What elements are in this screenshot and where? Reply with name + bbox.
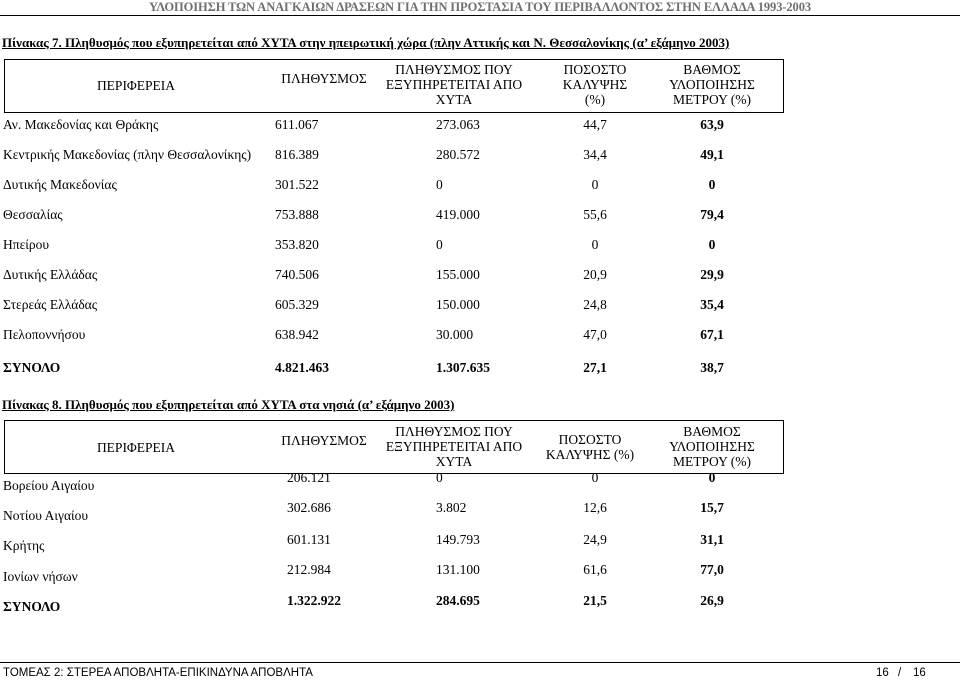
footer-section: ΤΟΜΕΑΣ 2: ΣΤΕΡΕΑ ΑΠΟΒΛΗΤΑ-ΕΠΙΚΙΝΔΥΝΑ ΑΠΟΒΛΗΤΑ (3, 667, 313, 679)
table-cell: 24,9 (583, 532, 607, 547)
table8-header-2-line-1: ΕΞΥΠΗΡΕΤΕΙΤΑΙ ΑΠΟ (385, 439, 523, 454)
table-cell: 1.322.922 (287, 593, 341, 608)
table7-header-4 (632, 62, 792, 107)
table-row-label: Βορείου Αιγαίου (3, 478, 95, 493)
table-row-label: Ιονίων νήσων (3, 569, 78, 584)
footer-page-number: 16 (876, 667, 889, 679)
table-row-label: Κεντρικής Μακεδονίας (πλην Θεσσαλονίκης) (3, 147, 252, 162)
table-cell: 605.329 (275, 297, 319, 312)
table8-header-1-line-0: ΠΛΗΘΥΣΜΟΣ (281, 433, 367, 448)
table-cell: 31,1 (700, 532, 724, 547)
table-cell: 12,6 (583, 500, 607, 515)
table7-header-4-line-2: ΜΕΤΡΟΥ (%) (673, 92, 751, 107)
table-cell: 353.820 (275, 237, 319, 252)
table-cell: 27,1 (583, 360, 607, 375)
table7-caption: Πίνακας 7. Πληθυσμός που εξυπηρετείται από ΧΥΤΑ στην ηπειρωτική χώρα (πλην Αττικής και Ν. Θεσσαλονίκης (α’ εξάμηνο 2003) (2, 35, 730, 50)
table-cell: 611.067 (275, 117, 319, 132)
table7-header-3-line-2: (%) (584, 92, 606, 107)
table-cell: 1.307.635 (436, 360, 490, 375)
table-cell: 273.063 (436, 117, 480, 132)
table8-header-3-line-0: ΠΟΣΟΣΤΟ (558, 432, 622, 447)
table8-header-3-line-1: ΚΑΛΥΨΗΣ (%) (545, 447, 635, 462)
table7-header-2-line-0: ΠΛΗΘΥΣΜΟΣ ΠΟΥ (395, 62, 513, 77)
table7-header-4-line-1: ΥΛΟΠΟΙΗΣΗΣ (669, 77, 755, 92)
table-row-label: Στερεάς Ελλάδας (3, 297, 98, 312)
table-cell: 419.000 (436, 207, 480, 222)
table-row-label: Δυτικής Ελλάδας (3, 267, 98, 282)
table-cell: 77,0 (700, 562, 724, 577)
table7-header-2-line-1: ΕΞΥΠΗΡΕΤΕΙΤΑΙ ΑΠΟ (385, 77, 523, 92)
table-cell: 15,7 (700, 500, 724, 515)
table-cell: 4.821.463 (275, 360, 329, 375)
table-row-label: Νοτίου Αιγαίου (3, 508, 89, 523)
table-cell: 0 (708, 237, 716, 252)
table-cell: 3.802 (436, 500, 467, 515)
table-cell: 638.942 (275, 327, 319, 342)
table-cell: 21,5 (583, 593, 607, 608)
table-cell: 79,4 (700, 207, 724, 222)
table-cell: 0 (591, 237, 599, 252)
table-cell: 49,1 (700, 147, 724, 162)
table-cell: 34,4 (583, 147, 607, 162)
table7-header-3-line-0: ΠΟΣΟΣΤΟ (563, 62, 627, 77)
table-row-label: ΣΥΝΟΛΟ (3, 360, 61, 375)
table-cell: 302.686 (287, 500, 331, 515)
footer-divider (0, 662, 960, 663)
table-cell: 30.000 (436, 327, 474, 342)
table-cell: 20,9 (583, 267, 607, 282)
table-cell: 816.389 (275, 147, 319, 162)
table-cell: 47,0 (583, 327, 607, 342)
table-cell: 0 (708, 470, 716, 485)
table8-caption: Πίνακας 8. Πληθυσμός που εξυπηρετείται από ΧΥΤΑ στα νησιά (α’ εξάμηνο 2003) (2, 397, 455, 412)
table7-header-4-line-0: ΒΑΘΜΟΣ (683, 62, 741, 77)
table8-header-0-line-0: ΠΕΡΙΦΕΡΕΙΑ (96, 440, 176, 455)
table-row-label: Θεσσαλίας (3, 207, 63, 222)
header-divider (0, 15, 960, 16)
table-cell: 61,6 (583, 562, 607, 577)
table-cell: 150.000 (436, 297, 480, 312)
table-cell: 24,8 (583, 297, 607, 312)
table8-header-0 (56, 440, 216, 455)
footer-page-total: 16 (913, 667, 926, 679)
table7-header-2-line-2: ΧΥΤΑ (435, 92, 473, 107)
table7-header-0 (56, 78, 216, 93)
table-cell: 44,7 (583, 117, 607, 132)
table-cell: 55,6 (583, 207, 607, 222)
table8-header-2-line-0: ΠΛΗΘΥΣΜΟΣ ΠΟΥ (395, 424, 513, 439)
table-cell: 280.572 (436, 147, 480, 162)
table-cell: 212.984 (287, 562, 331, 577)
table-cell: 206.121 (287, 470, 331, 485)
table-row-label: Πελοποννήσου (3, 327, 86, 342)
table-cell: 0 (436, 470, 443, 485)
table-cell: 29,9 (700, 267, 724, 282)
table-row-label: Ηπείρου (3, 237, 50, 252)
table-cell: 0 (708, 177, 716, 192)
document-header-title: ΥΛΟΠΟΙΗΣΗ ΤΩΝ ΑΝΑΓΚΑΙΩΝ ΔΡΑΣΕΩΝ ΓΙΑ ΤΗΝ ΠΡΟΣΤΑΣΙΑ ΤΟΥ ΠΕΡΙΒΑΛΛΟΝΤΟΣ ΣΤΗΝ ΕΛΛΑΔΑ 1993-2003 (148, 0, 812, 14)
table-cell: 63,9 (700, 117, 724, 132)
table-cell: 301.522 (275, 177, 319, 192)
table8-header-4-line-0: ΒΑΘΜΟΣ (683, 424, 741, 439)
table-cell: 26,9 (700, 593, 724, 608)
table-cell: 131.100 (436, 562, 480, 577)
footer-page-separator: / (898, 667, 902, 679)
table-cell: 601.131 (287, 532, 331, 547)
table-row-label: ΣΥΝΟΛΟ (3, 599, 61, 614)
table-cell: 155.000 (436, 267, 480, 282)
table8-header-4-line-2: ΜΕΤΡΟΥ (%) (673, 454, 751, 469)
table-cell: 38,7 (700, 360, 724, 375)
table-cell: 67,1 (700, 327, 724, 342)
table-row-label: Δυτικής Μακεδονίας (3, 177, 117, 192)
table7-header-1-line-0: ΠΛΗΘΥΣΜΟΣ (281, 71, 367, 86)
table-cell: 0 (436, 237, 443, 252)
table7-header-0-line-0: ΠΕΡΙΦΕΡΕΙΑ (96, 78, 176, 93)
table8-header-4-line-1: ΥΛΟΠΟΙΗΣΗΣ (669, 439, 755, 454)
table-cell: 284.695 (436, 593, 480, 608)
table-row-label: Κρήτης (3, 538, 45, 553)
table7-header-3-line-1: ΚΑΛΥΨΗΣ (562, 77, 628, 92)
table8-header-2-line-2: ΧΥΤΑ (435, 454, 473, 469)
table-row-label: Αν. Μακεδονίας και Θράκης (3, 117, 159, 132)
table-cell: 753.888 (275, 207, 319, 222)
table-cell: 0 (591, 470, 599, 485)
table8-header-4 (632, 424, 792, 469)
table-cell: 0 (591, 177, 599, 192)
table-cell: 149.793 (436, 532, 480, 547)
table-cell: 35,4 (700, 297, 724, 312)
table7-header-2 (374, 62, 534, 107)
table-cell: 0 (436, 177, 443, 192)
table-cell: 740.506 (275, 267, 319, 282)
